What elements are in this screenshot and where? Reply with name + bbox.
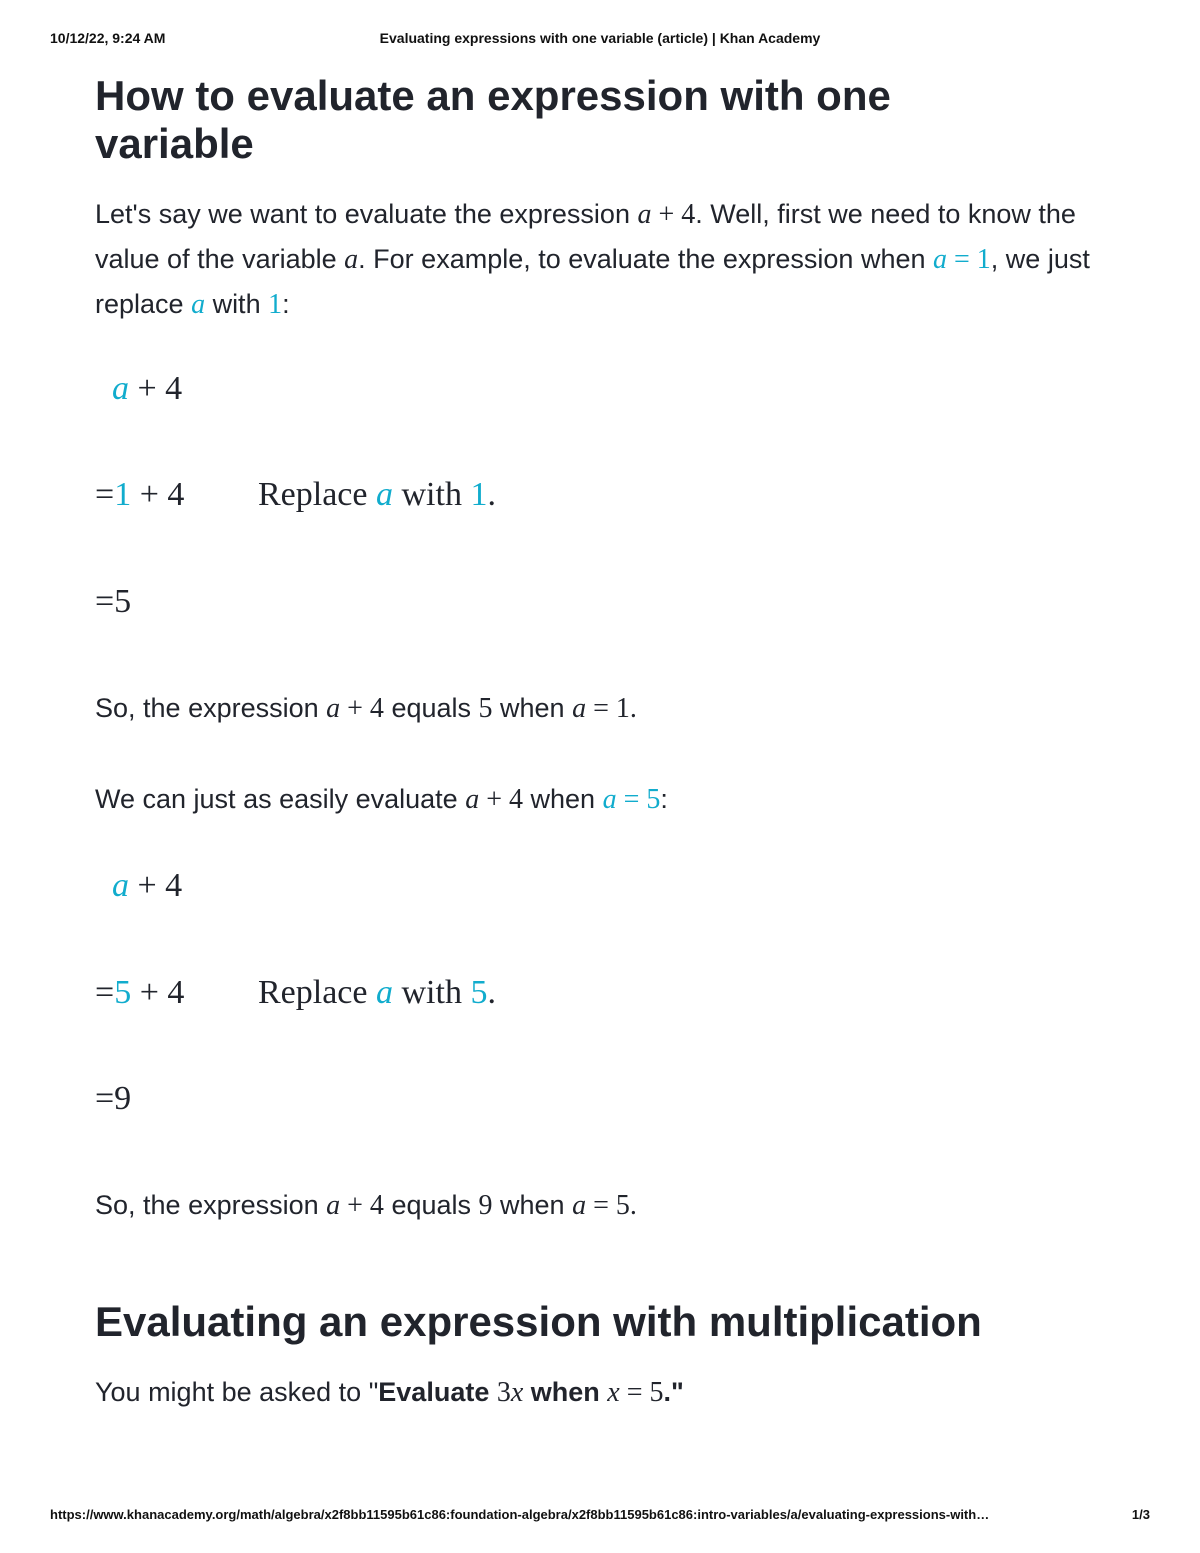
print-header xyxy=(50,30,1150,50)
print-url: https://www.khanacademy.org/math/algebra/x2f8bb11595b61c86:foundation-algebra/x2f8bb11595b61c86:intro-variables/a/evaluating-expressions-with… xyxy=(50,1507,990,1522)
second-example-intro xyxy=(95,777,1095,822)
math-var: a xyxy=(572,693,587,724)
multiplication-prompt xyxy=(95,1370,1095,1415)
math-value-highlight: = 5 xyxy=(616,784,661,815)
page-number: 1/3 xyxy=(1131,1507,1150,1522)
math-value-highlight: 1 xyxy=(470,476,488,513)
summary-text: So, the expression xyxy=(95,1190,327,1220)
note-text: Replace xyxy=(258,974,376,1011)
math-expr: + 4 xyxy=(340,1190,384,1221)
math-var-highlight: a xyxy=(933,244,947,275)
summary-text: . xyxy=(629,1190,637,1221)
math-value-highlight: 1 xyxy=(268,289,283,320)
print-date: 10/12/22, 9:24 AM xyxy=(50,30,166,46)
intro-text: . Well, first we need to know the value of the variable xyxy=(95,199,1076,274)
example2-line3: =9 xyxy=(95,1080,132,1117)
intro-paragraph xyxy=(95,192,1095,327)
math-expr: = 1 xyxy=(586,693,630,724)
note-text: with xyxy=(393,974,471,1011)
note-text: . xyxy=(487,476,496,513)
note-text: . xyxy=(487,974,496,1011)
example2-line1 xyxy=(95,864,182,908)
math-expr: + 4 xyxy=(340,693,384,724)
math-var-highlight: a xyxy=(376,974,393,1011)
prompt-bold-text: Evaluate xyxy=(378,1377,497,1407)
print-footer xyxy=(50,1507,1150,1527)
summary-text: when xyxy=(492,1190,573,1220)
math-var-highlight: a xyxy=(112,867,129,904)
section-heading-multiplication: Evaluating an expression with multiplication xyxy=(95,1298,982,1345)
math-value-highlight: 5 xyxy=(470,974,488,1011)
summary-text: when xyxy=(492,693,573,723)
math-var: x xyxy=(607,1377,620,1408)
intro-text: Let's say we want to evaluate the expression xyxy=(95,199,638,229)
math-var-highlight: a xyxy=(191,289,206,320)
math-result: 9 xyxy=(478,1190,493,1221)
step-note xyxy=(258,971,496,1015)
article-section-one xyxy=(95,72,1095,327)
note-text: Replace xyxy=(258,476,376,513)
math-equals: = xyxy=(95,974,115,1011)
intro-text: with xyxy=(205,289,269,319)
math-var: a xyxy=(344,244,359,275)
summary-paragraph-2 xyxy=(95,1183,1095,1228)
example1-line1 xyxy=(95,367,182,411)
summary-text: So, the expression xyxy=(95,693,327,723)
math-var-highlight: a xyxy=(112,370,129,407)
math-var: a xyxy=(326,1190,341,1221)
math-var: a xyxy=(465,784,480,815)
math-result: 5 xyxy=(478,693,493,724)
math-expr: = 5 xyxy=(586,1190,630,1221)
math-expr: + 4 xyxy=(479,784,523,815)
prompt-text: You might be asked to " xyxy=(95,1377,379,1407)
summary-text: equals xyxy=(383,693,479,723)
intro-text: : xyxy=(282,289,290,319)
intro-text: . For example, to evaluate the expression when xyxy=(358,244,933,274)
math-expr: + 4 xyxy=(129,370,183,407)
prompt-bold-text: when xyxy=(523,1377,608,1407)
math-var: a xyxy=(637,199,652,230)
intro-text: , we just replace xyxy=(95,244,1090,319)
math-coefficient: 3 xyxy=(496,1377,511,1408)
prompt-bold-text: ." xyxy=(663,1377,684,1407)
math-var: a xyxy=(326,693,341,724)
math-value-highlight: 5 xyxy=(114,974,132,1011)
math-var-highlight: a xyxy=(602,784,617,815)
intro-text: We can just as easily evaluate xyxy=(95,784,466,814)
math-expr: + 4 xyxy=(651,199,696,230)
math-value-highlight: = 1 xyxy=(947,244,991,275)
summary-text: . xyxy=(629,693,637,724)
intro-text: : xyxy=(660,784,668,814)
math-expr: + 4 xyxy=(131,476,185,513)
math-var: a xyxy=(572,1190,587,1221)
math-expr: + 4 xyxy=(131,974,185,1011)
math-expr: = 5 xyxy=(619,1377,664,1408)
summary-paragraph-1 xyxy=(95,686,1095,731)
note-text: with xyxy=(393,476,471,513)
math-expr: + 4 xyxy=(129,867,183,904)
math-var-highlight: a xyxy=(376,476,393,513)
example1-line2 xyxy=(95,473,496,517)
print-page-title: Evaluating expressions with one variable (article) | Khan Academy xyxy=(379,30,821,46)
math-equals: = xyxy=(95,476,115,513)
summary-text: equals xyxy=(383,1190,479,1220)
math-value-highlight: 1 xyxy=(114,476,132,513)
example2-line2 xyxy=(95,971,496,1015)
math-var: x xyxy=(510,1377,524,1408)
step-note xyxy=(258,473,496,517)
section-heading-one-variable: How to evaluate an expression with one variable xyxy=(95,72,891,167)
example1-line3: =5 xyxy=(95,583,132,620)
intro-text: when xyxy=(523,784,603,814)
